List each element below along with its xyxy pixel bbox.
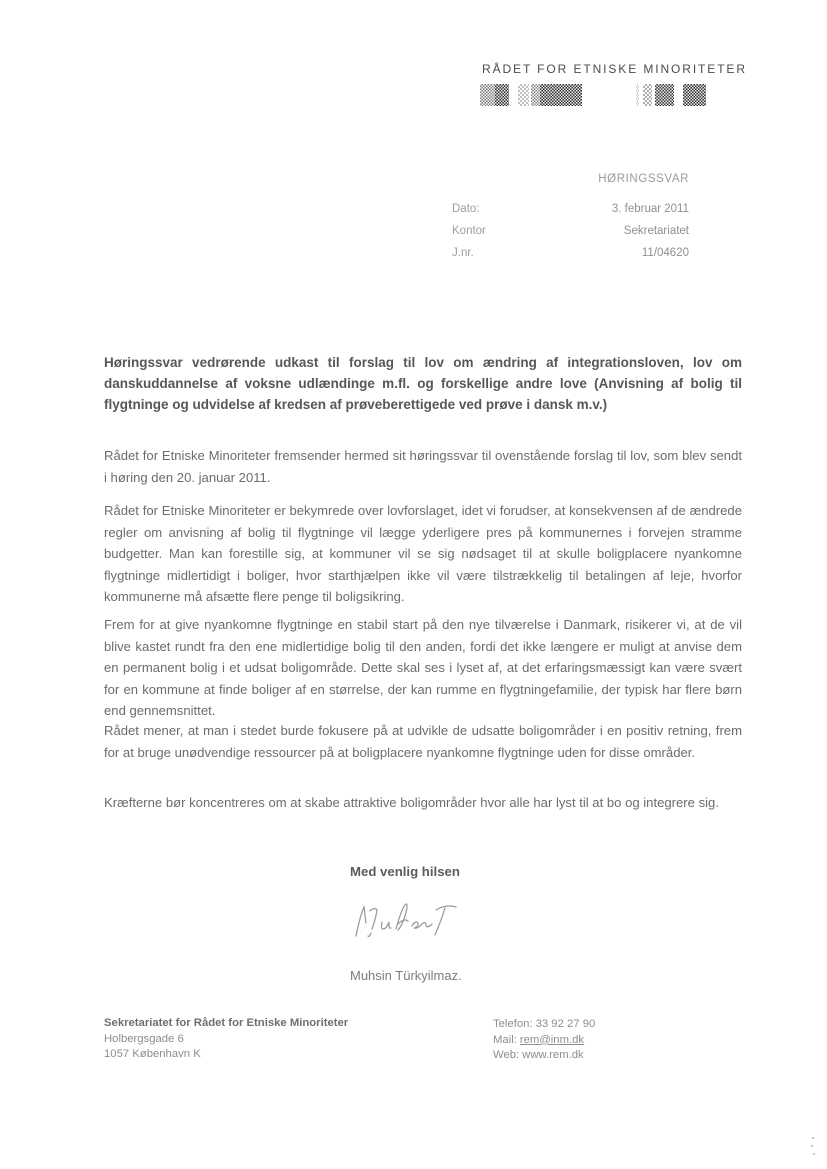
scan-artifact-dots — [811, 1137, 817, 1157]
org-logo-halftone — [480, 84, 712, 106]
mail-link[interactable]: rem@inm.dk — [519, 1033, 585, 1046]
logo-block — [655, 84, 674, 106]
web-label: Web: — [493, 1049, 520, 1062]
date-label: Dato: — [452, 203, 480, 215]
footer-mail-row — [493, 1033, 595, 1049]
doc-type-label: HØRINGSSVAR — [598, 173, 689, 185]
signer-name: Muhsin Türkyilmaz. — [350, 968, 462, 983]
footer-city: 1057 København K — [104, 1048, 201, 1061]
footer-org-name: Sekretariatet for Rådet for Etniske Minoriteter — [104, 1017, 349, 1029]
logo-block — [540, 84, 582, 106]
meta-row-journal — [452, 247, 689, 269]
meta-row-office — [452, 225, 689, 247]
letter-paragraph: Rådet for Etniske Minoriteter er bekymrede over lovforslaget, idet vi forudser, at konsekvensen af de ændrede regler om anvisning af bolig til flygtninge vil lægge yderligere pres på kommunernes i forvejen stramme budgetter. Man kan forestille sig, at kommuner vil se sig nødsaget til at skulle boligplacere nyankomne flygtninge midlertidigt i boliger, hvor starthjælpen ikke vil være tilstrækkelig til betalingen af leje, hvorfor kommunerne må afsætte flere penge til boligsikring. — [104, 503, 742, 604]
letter-paragraph: Kræfterne bør koncentreres om at skabe attraktive boligområder hvor alle har lyst til at bo og integrere sig. — [104, 795, 719, 810]
letter-subject: Høringssvar vedrørende udkast til forslag til lov om ændring af integrationsloven, lov om danskuddannelse af voksne udlændinge m.fl. og forskellige andre love (Anvisning af bolig til flygtninge og udvidelse af kredsen af prøveberettigede ved prøve i dansk m.v.) — [104, 355, 742, 412]
letter-paragraph: Rådet for Etniske Minoriteter fremsender hermed sit høringssvar til ovenstående forslag til lov, som blev sendt i høring den 20. januar 2011. — [104, 448, 742, 485]
footer-phone-row — [493, 1017, 595, 1033]
office-value: Sekretariatet — [623, 225, 689, 237]
date-value: 3. februar 2011 — [611, 203, 689, 215]
mail-label: Mail: — [493, 1033, 517, 1046]
footer-web-row — [493, 1048, 595, 1064]
letter-paragraph: Rådet mener, at man i stedet burde fokusere på at udvikle de udsatte boligområder i en positiv retning, frem for at bruge unødvendige ressourcer på at boligplacere nyankomne flygtninge uden for disse områder. — [104, 723, 742, 760]
logo-block — [518, 84, 529, 106]
phone-label: Telefon: — [493, 1018, 533, 1030]
journal-label: J.nr. — [452, 247, 474, 259]
logo-block — [531, 84, 540, 106]
handwritten-signature — [350, 898, 462, 944]
logo-block — [480, 84, 496, 106]
logo-block — [683, 84, 706, 106]
footer-street: Holbergsgade 6 — [104, 1032, 184, 1045]
phone-value: 33 92 27 90 — [535, 1018, 596, 1030]
meta-block — [452, 203, 689, 269]
footer-contact-block — [493, 1017, 595, 1064]
office-label: Kontor — [452, 225, 486, 237]
web-value: www.rem.dk — [522, 1049, 584, 1062]
logo-block — [495, 84, 509, 106]
footer-address-block — [104, 1016, 348, 1063]
closing-salutation: Med venlig hilsen — [350, 864, 460, 879]
logo-block — [636, 84, 639, 106]
org-title: RÅDET FOR ETNISKE MINORITETER — [482, 62, 747, 76]
logo-block — [643, 84, 652, 106]
journal-value: 11/04620 — [641, 247, 689, 259]
meta-row-date — [452, 203, 689, 225]
letter-paragraph: Frem for at give nyankomne flygtninge en stabil start på den nye tilværelse i Danmark, risikerer vi, at de vil blive kastet rundt fra den ene midlertidige bolig til den anden, fordi det ikke længere er muligt at anvise dem en permanent bolig i et udsat boligområde. Dette skal ses i lyset af, at det erfaringsmæssigt kan være svært for en kommune at finde boliger af en størrelse, der kan rumme en flygtningefamilie, der typisk har flere børn end gennemsnittet. — [104, 617, 742, 718]
